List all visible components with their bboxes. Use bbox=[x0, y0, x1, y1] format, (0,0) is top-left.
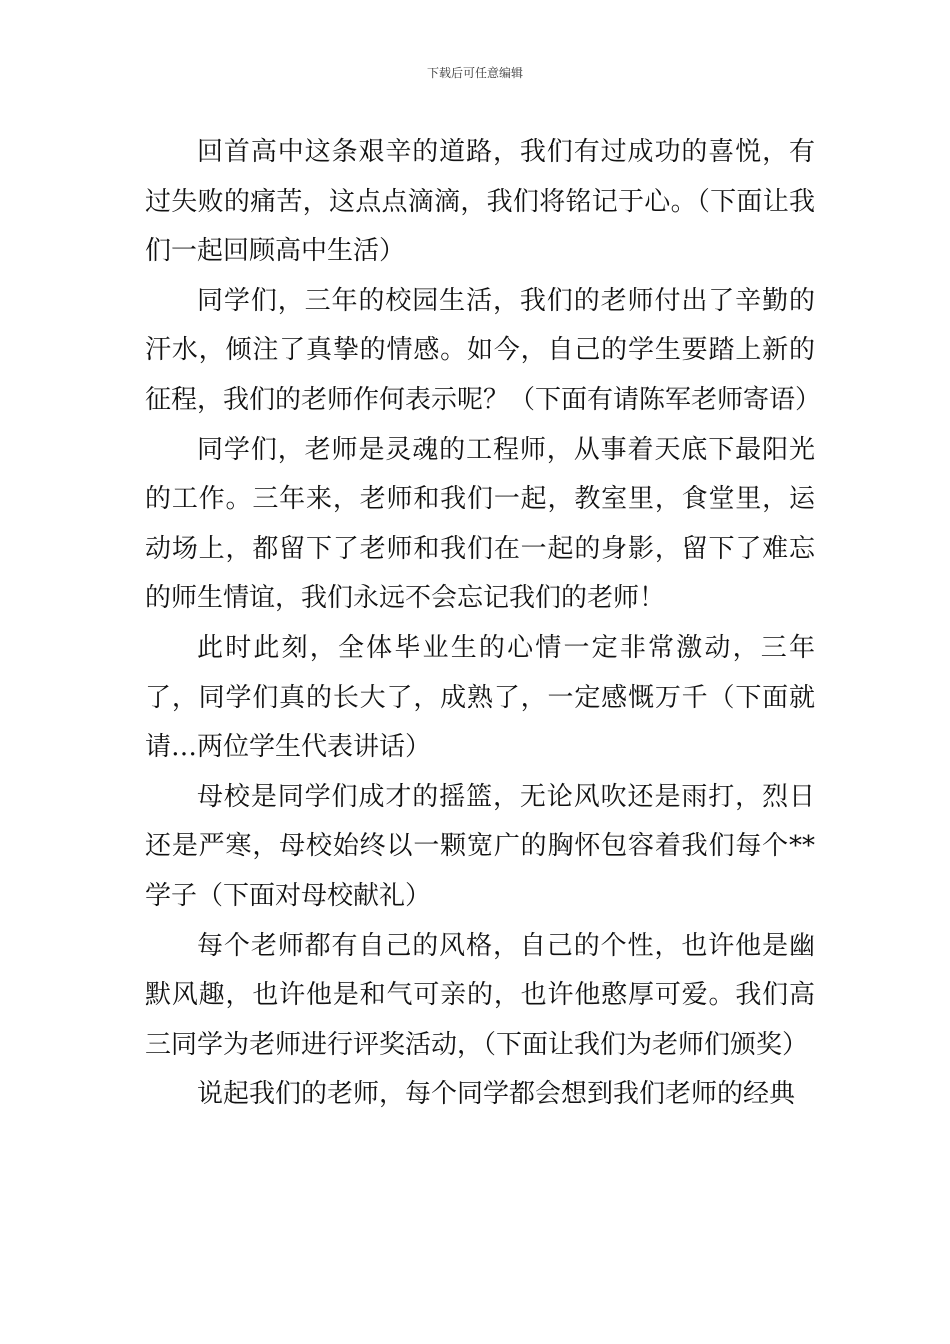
paragraph-school-gift: 母校是同学们成才的摇篮，无论风吹还是雨打，烈日还是严寒，母校始终以一颗宽广的胸怀包容着我们每个**学子（下面对母校献礼） bbox=[145, 781, 815, 911]
document-body bbox=[145, 128, 822, 1120]
paragraph-review-high-school: 回首高中这条艰辛的道路，我们有过成功的喜悦，有过失败的痛苦，这点点滴滴，我们将铭记于心。（下面让我们一起回顾高中生活） bbox=[145, 137, 815, 267]
paragraph-teacher-awards: 每个老师都有自己的风格，自己的个性，也许他是幽默风趣，也许他是和气可亲的，也许他憨厚可爱。我们高三同学为老师进行评奖活动，（下面让我们为老师们颁奖） bbox=[145, 930, 815, 1060]
paragraph-teacher-message: 同学们，三年的校园生活，我们的老师付出了辛勤的汗水，倾注了真挚的情感。如今，自己的学生要踏上新的征程，我们的老师作何表示呢？（下面有请陈军老师寄语） bbox=[145, 285, 822, 415]
paragraph-teacher-tribute: 同学们，老师是灵魂的工程师，从事着天底下最阳光的工作。三年来，老师和我们一起，教室里，食堂里，运动场上，都留下了老师和我们在一起的身影，留下了难忘的师生情谊，我们永远不会忘记我们的老师！ bbox=[145, 434, 815, 614]
paragraph-teacher-classics: 说起我们的老师，每个同学都会想到我们老师的经典 bbox=[197, 1079, 796, 1110]
paragraph-student-speech: 此时此刻，全体毕业生的心情一定非常激动，三年了，同学们真的长大了，成熟了，一定感慨万千（下面就请…两位学生代表讲话） bbox=[145, 632, 815, 763]
page-header: 下载后可任意编辑 bbox=[426, 66, 523, 80]
